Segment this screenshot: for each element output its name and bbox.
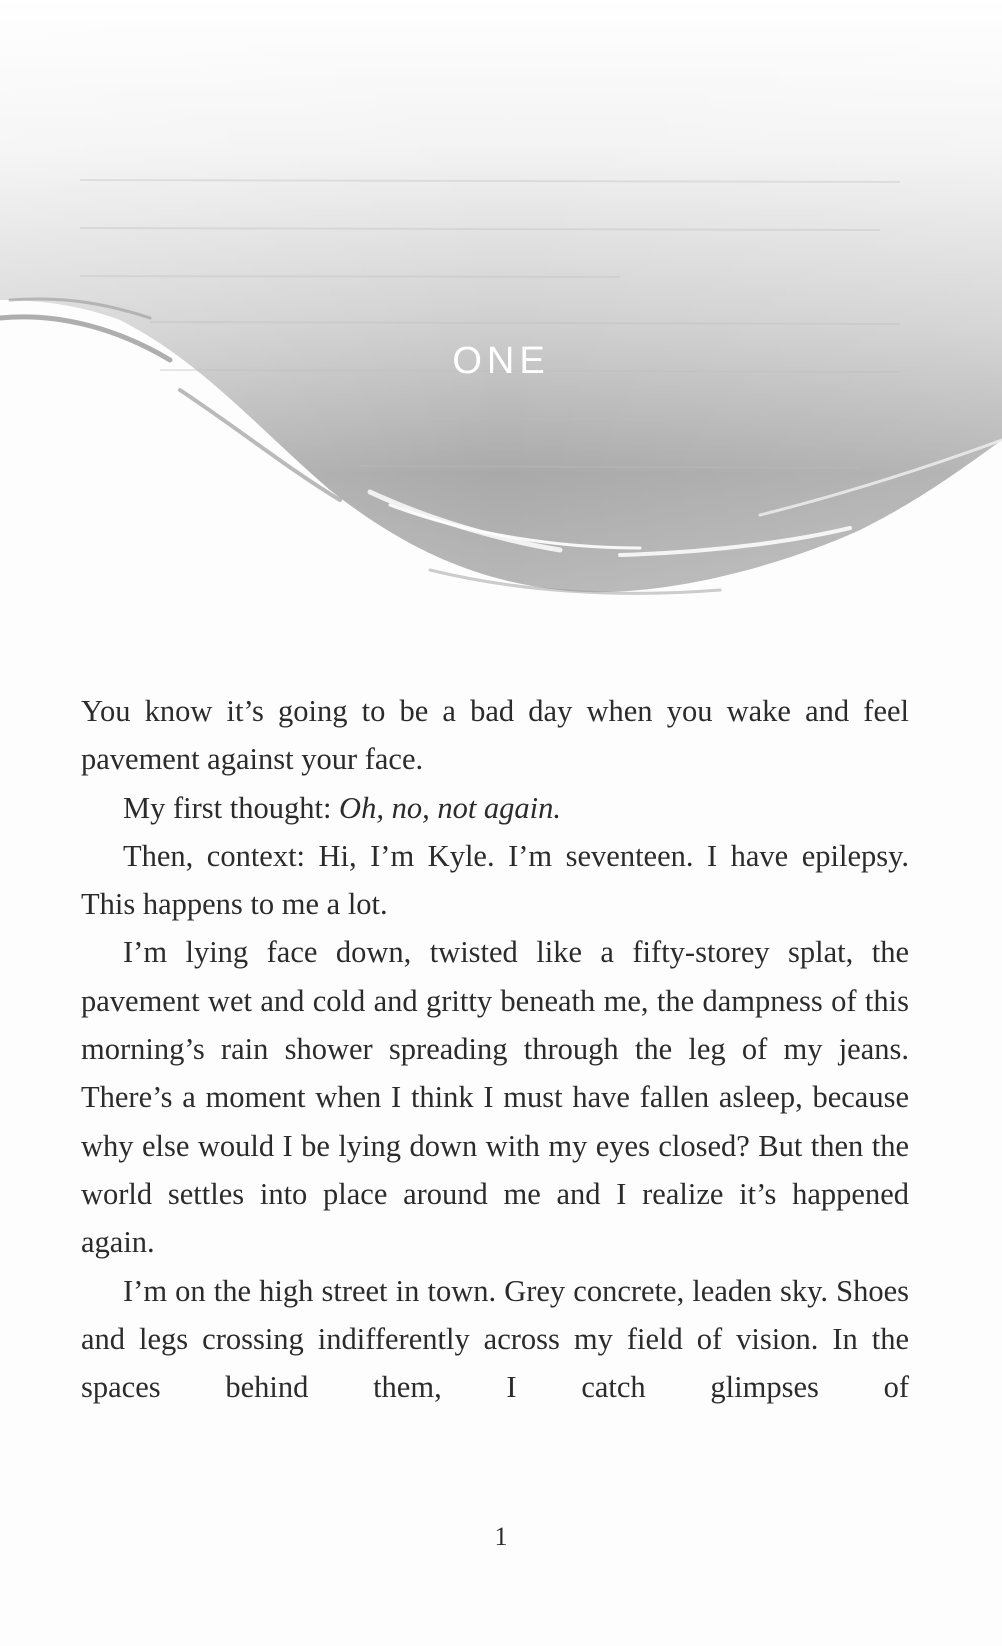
page-number: 1 <box>494 1522 508 1551</box>
paragraph-lead: My first thought: <box>123 790 340 825</box>
paragraph: Then, context: Hi, I’m Kyle. I’m seventeen. I have epilepsy. This happens to me a lot. <box>81 838 909 922</box>
chapter-title: ONE <box>452 340 550 382</box>
paragraph <box>81 784 909 832</box>
paragraph: I’m on the high street in town. Grey concrete, leaden sky. Shoes and legs crossing indifferently across my field of vision. In the spaces behind them, I catch glimpses of <box>81 1273 909 1405</box>
ink-wash-header <box>0 0 1002 640</box>
italic-thought: Oh, no, not again. <box>339 790 562 825</box>
paragraph: I’m lying face down, twisted like a fifty-storey splat, the pavement wet and cold and gritty beneath me, the dampness of this morning’s rain shower spreading through the leg of my jeans. There’s a moment when I think I must have fallen asleep, because why else would I be lying down with my eyes closed? But then the world settles into place around me and I realize it’s happened again. <box>81 935 909 1260</box>
paragraph: You know it’s going to be a bad day when you wake and feel pavement against your face. <box>81 694 909 777</box>
chapter-body <box>81 687 909 1411</box>
